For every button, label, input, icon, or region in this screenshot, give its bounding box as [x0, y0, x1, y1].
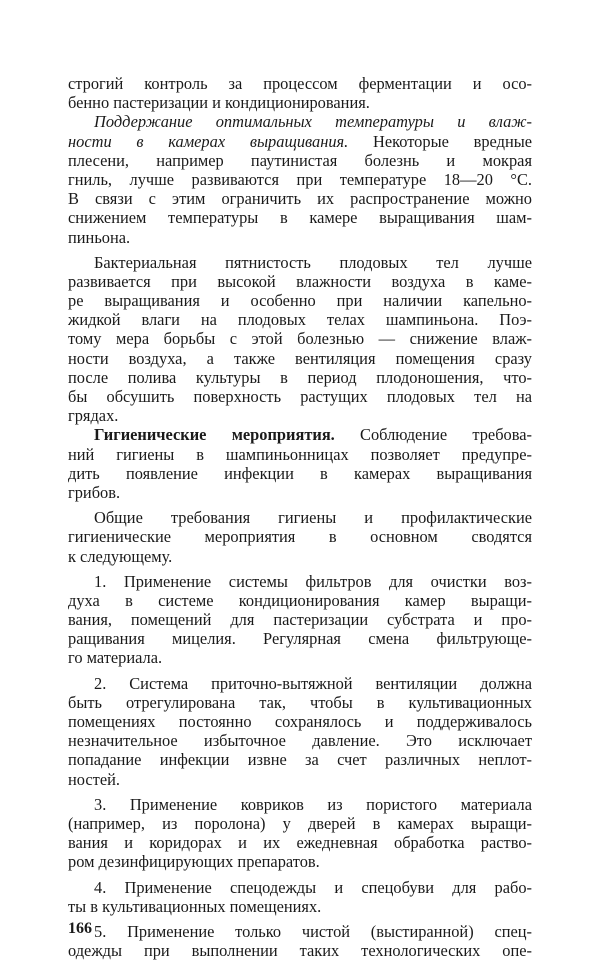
text-line: жидкой влаги на плодовых телах шампиньона. Поэ-	[68, 310, 532, 330]
text-run: Некоторые вредные	[348, 131, 532, 151]
text-line: бенно пастеризации и кондиционирования.	[68, 93, 370, 113]
text-line: гниль, лучше развиваются при температуре 18—20 °С.	[68, 169, 532, 189]
italic-subheading: Поддержание оптимальных температуры и влаж-	[94, 112, 532, 132]
paragraph-general-requirements	[68, 508, 532, 566]
text-line: развивается при высокой влажности воздуха в каме-	[68, 271, 532, 291]
list-item	[68, 674, 532, 789]
text-line: 1. Применение системы фильтров для очистки воз-	[94, 571, 532, 591]
text-line: к следующему.	[68, 546, 173, 566]
text-line: В связи с этим ограничить их распространение можно	[68, 189, 532, 209]
text-line: грибов.	[68, 482, 121, 502]
text-line: после полива культуры в период плодоношения, что-	[68, 367, 532, 387]
text-line: ром дезинфицирующих препаратов.	[68, 852, 320, 872]
text-line: одежды при выполнении таких технологических опе-	[68, 941, 532, 961]
text-line	[68, 425, 532, 444]
paragraph-fermentation-control	[68, 74, 532, 112]
text-line: ний гигиены в шампиньонницах позволяет предупре-	[68, 444, 532, 464]
text-line: ностей.	[68, 769, 120, 789]
text-line: незначительное избыточное давление. Это исключает	[68, 731, 532, 751]
text-line: дить появление инфекции в камерах выращивания	[68, 463, 532, 483]
paragraph-hygiene	[68, 425, 532, 502]
list-item	[68, 795, 532, 872]
text-line: го материала.	[68, 648, 163, 668]
text-line: Бактериальная пятнистость плодовых тел лучше	[94, 252, 532, 272]
text-line: снижением температуры в камере выращивания шам-	[68, 208, 532, 228]
page-body	[68, 74, 532, 960]
text-line: (например, из поролона) у дверей в камерах выращи-	[68, 813, 532, 833]
text-line: пиньона.	[68, 227, 131, 247]
text-line: ре выращивания и особенно при наличии капельно-	[68, 291, 532, 311]
paragraph-bacterial-spot	[68, 253, 532, 426]
text-line: вания, помещений для пастеризации субстрата и про-	[68, 610, 532, 630]
list-item	[68, 922, 532, 960]
list-item	[68, 572, 532, 668]
text-line: Общие требования гигиены и профилактические	[94, 508, 532, 528]
text-line: духа в системе кондиционирования камер выращи-	[68, 590, 532, 610]
text-line: 4. Применение спецодежды и спецобуви для рабо-	[94, 877, 532, 897]
text-line: ности воздуха, а также вентиляция помещения сразу	[68, 348, 532, 368]
list-item	[68, 878, 532, 916]
text-line: гигиенические мероприятия в основном сводятся	[68, 527, 532, 547]
text-line: помещениях постоянно сохранялось и поддерживалось	[68, 712, 532, 731]
text-line: тому мера борьбы с этой болезнью — снижение влаж-	[68, 329, 532, 349]
text-line: ты в культивационных помещениях.	[68, 896, 322, 916]
text-line: грядах.	[68, 406, 119, 426]
text-line: бы обсушить поверхность растущих плодовых тел на	[68, 387, 532, 406]
text-line	[68, 112, 532, 131]
bold-heading: Гигиенические мероприятия.	[94, 425, 335, 445]
text-line: вания и коридорах и их ежедневная обработка раство-	[68, 833, 532, 853]
paragraph-temperature-humidity	[68, 112, 532, 246]
text-line: попадание инфекции извне за счет различных неплот-	[68, 750, 532, 770]
text-line: 2. Система приточно-вытяжной вентиляции должна	[94, 673, 532, 693]
text-line: быть отрегулирована так, чтобы в культивационных	[68, 692, 532, 712]
text-line: 3. Применение ковриков из пористого материала	[94, 794, 532, 814]
text-run: Соблюдение требова-	[334, 425, 533, 445]
text-line: 5. Применение только чистой (выстиранной) спец-	[94, 921, 532, 941]
text-line: ращивания мицелия. Регулярная смена фильтрующе-	[68, 629, 532, 649]
text-line: строгий контроль за процессом ферментации и осо-	[68, 74, 532, 93]
page-number: 166	[68, 920, 92, 937]
italic-subheading: ности в камерах выращивания.	[68, 131, 349, 151]
text-line	[68, 132, 532, 151]
text-line: плесени, например паутинистая болезнь и мокрая	[68, 150, 532, 170]
